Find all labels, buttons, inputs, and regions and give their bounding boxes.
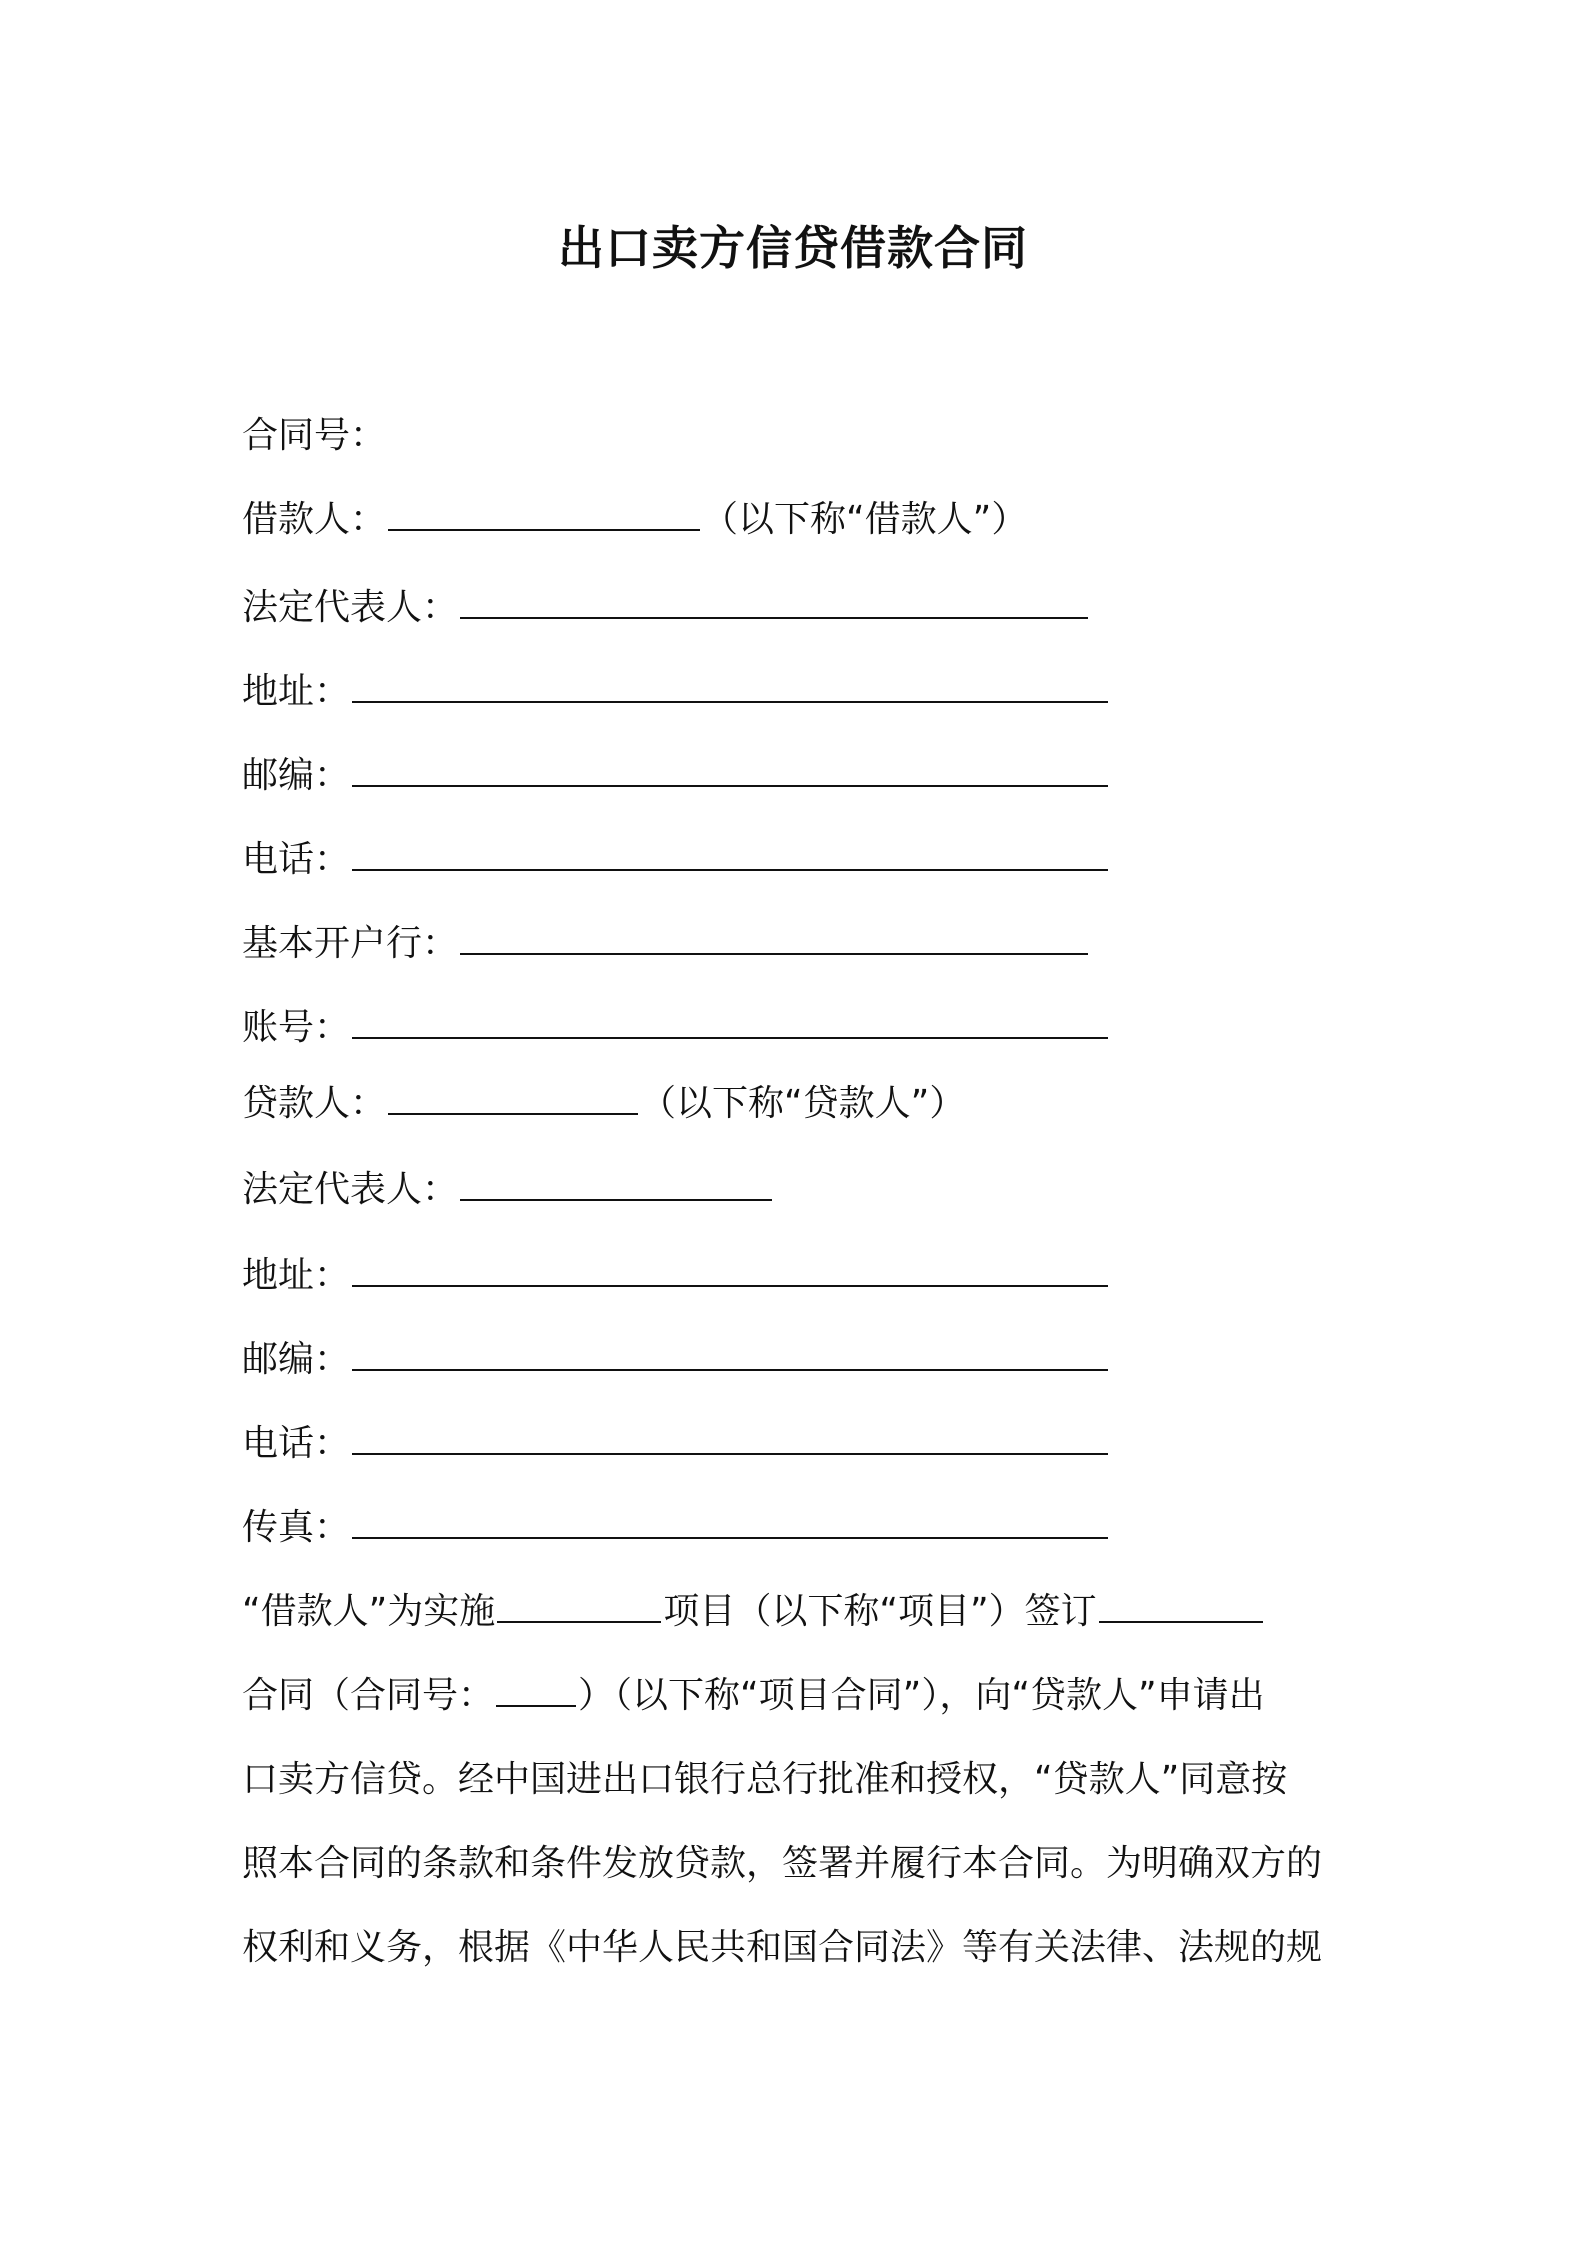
borrower-account-blank[interactable] <box>352 1007 1108 1039</box>
body-line-2-part-a: 合同（合同号： <box>242 1675 495 1716</box>
body-line-1-part-b: 项目（以下称“项目”）签订 <box>663 1591 1097 1632</box>
lender-row <box>242 1080 965 1128</box>
borrower-address-blank[interactable] <box>352 671 1108 703</box>
body-line-3: 口卖方信贷。经中国进出口银行总行批准和授权，“贷款人”同意按 <box>242 1759 1288 1800</box>
borrower-address-row <box>242 668 1110 716</box>
borrower-label: 借款人： <box>242 499 387 540</box>
lender-label: 贷款人： <box>242 1083 387 1124</box>
contract-number-row <box>242 412 386 460</box>
lender-legal-rep-blank[interactable] <box>460 1169 772 1201</box>
contract-number-label: 合同号： <box>242 415 387 456</box>
lender-suffix: （以下称“贷款人”） <box>640 1083 966 1124</box>
lender-address-row <box>242 1252 1110 1300</box>
lender-fax-blank[interactable] <box>352 1507 1108 1539</box>
body-line-1 <box>242 1588 1362 1636</box>
borrower-postcode-row <box>242 752 1110 800</box>
borrower-phone-blank[interactable] <box>352 839 1108 871</box>
project-contract-no-blank[interactable] <box>496 1675 576 1707</box>
document-title: 出口卖方信贷借款合同 <box>558 221 1028 275</box>
body-line-4: 照本合同的条款和条件发放贷款，签署并履行本合同。为明确双方的 <box>242 1843 1323 1884</box>
lender-phone-row <box>242 1420 1110 1468</box>
lender-blank[interactable] <box>388 1083 638 1115</box>
borrower-bank-label: 基本开户行： <box>242 923 459 964</box>
lender-phone-label: 电话： <box>242 1423 351 1464</box>
borrower-phone-label: 电话： <box>242 839 351 880</box>
lender-legal-rep-label: 法定代表人： <box>242 1169 459 1210</box>
lender-legal-rep-row <box>242 1166 774 1214</box>
contract-name-blank[interactable] <box>1099 1591 1263 1623</box>
project-name-blank[interactable] <box>497 1591 661 1623</box>
lender-phone-blank[interactable] <box>352 1423 1108 1455</box>
body-line-2-part-b: ）（以下称“项目合同”），向“贷款人”申请出 <box>578 1675 1265 1716</box>
lender-address-label: 地址： <box>242 1255 351 1296</box>
borrower-blank[interactable] <box>388 499 700 531</box>
body-line-2 <box>242 1672 1362 1720</box>
borrower-legal-rep-blank[interactable] <box>460 587 1088 619</box>
body-line-1-part-a: “借款人”为实施 <box>242 1591 496 1632</box>
lender-address-blank[interactable] <box>352 1255 1108 1287</box>
borrower-legal-rep-label: 法定代表人： <box>242 587 459 628</box>
borrower-postcode-label: 邮编： <box>242 755 351 796</box>
borrower-phone-row <box>242 836 1110 884</box>
borrower-postcode-blank[interactable] <box>352 755 1108 787</box>
lender-fax-label: 传真： <box>242 1507 351 1548</box>
borrower-row <box>242 496 1027 544</box>
borrower-suffix: （以下称“借款人”） <box>702 499 1028 540</box>
lender-fax-row <box>242 1504 1110 1552</box>
lender-postcode-blank[interactable] <box>352 1339 1108 1371</box>
lender-postcode-label: 邮编： <box>242 1339 351 1380</box>
lender-postcode-row <box>242 1336 1110 1384</box>
borrower-legal-rep-row <box>242 584 1090 632</box>
borrower-bank-blank[interactable] <box>460 923 1088 955</box>
borrower-account-row <box>242 1004 1110 1052</box>
borrower-bank-row <box>242 920 1090 968</box>
borrower-account-label: 账号： <box>242 1007 351 1048</box>
body-line-5: 权利和义务，根据《中华人民共和国合同法》等有关法律、法规的规 <box>242 1927 1323 1968</box>
borrower-address-label: 地址： <box>242 671 351 712</box>
